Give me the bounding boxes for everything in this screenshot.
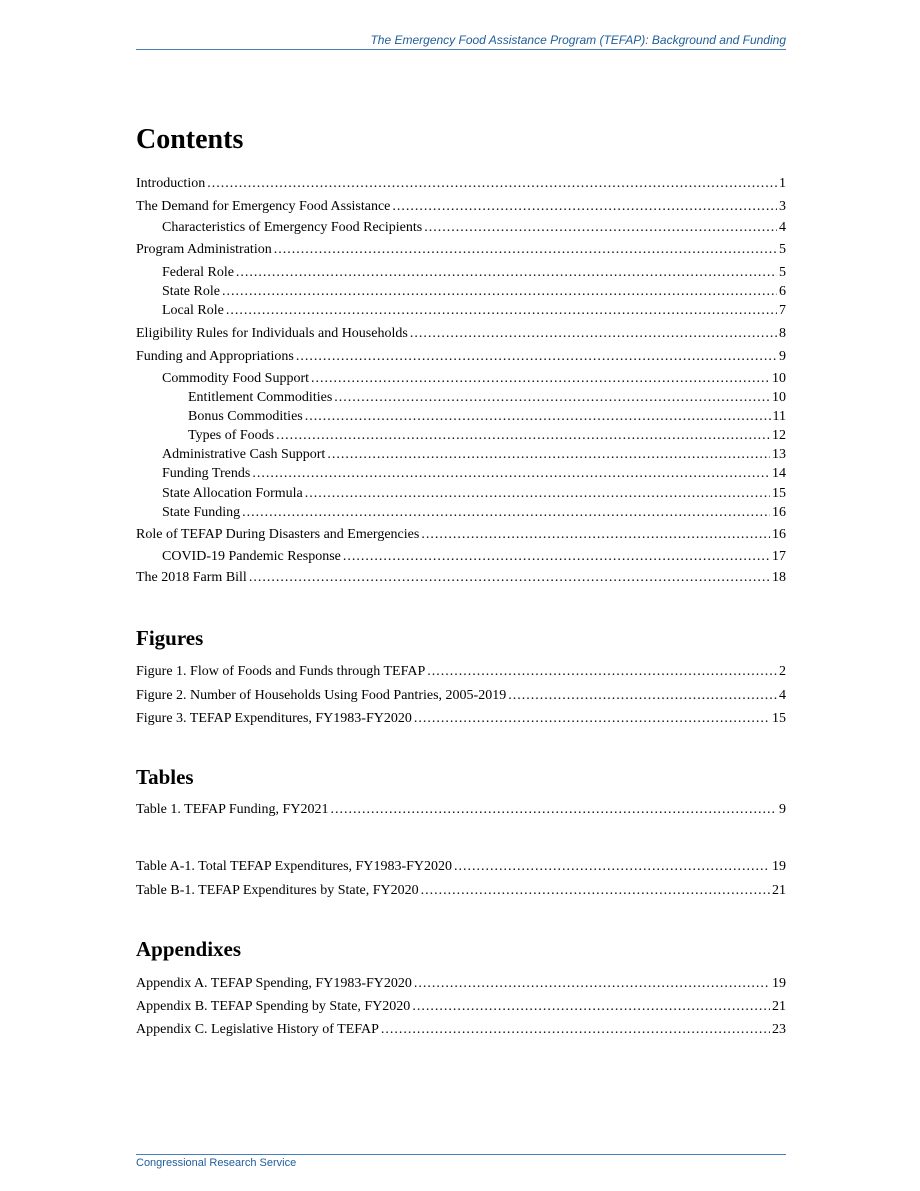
toc-entry[interactable] — [136, 241, 786, 259]
toc-entry[interactable] — [162, 264, 786, 282]
tables-heading: Tables — [136, 765, 194, 789]
toc-entry-page: 1 — [779, 176, 786, 191]
dot-leader — [327, 446, 770, 464]
dot-leader — [222, 283, 777, 301]
running-footer: Congressional Research Service — [136, 1157, 297, 1169]
toc-entry-title: Appendix B. TEFAP Spending by State, FY2020 — [136, 999, 411, 1014]
toc-entry-page: 9 — [779, 349, 786, 364]
toc-entry[interactable] — [136, 348, 786, 366]
toc-entry-title: Role of TEFAP During Disasters and Emergencies — [136, 527, 420, 542]
dot-leader — [381, 1021, 770, 1039]
dot-leader — [226, 302, 777, 320]
dot-leader — [414, 975, 770, 993]
toc-entry-page: 4 — [779, 688, 786, 703]
toc-entry-page: 10 — [772, 390, 786, 405]
toc-entry-page: 17 — [772, 549, 786, 564]
dot-leader — [414, 710, 770, 728]
toc-entry-title: Introduction — [136, 176, 206, 191]
toc-entry-title: Funding and Appropriations — [136, 349, 294, 364]
toc-entry-title: Table A-1. Total TEFAP Expenditures, FY1983-FY2020 — [136, 859, 453, 874]
toc-entry-page: 13 — [772, 447, 786, 462]
toc-entry-title: Types of Foods — [188, 428, 275, 443]
toc-entry[interactable] — [162, 370, 786, 388]
toc-entry-page: 9 — [779, 802, 786, 817]
toc-entry-title: State Allocation Formula — [162, 486, 303, 501]
toc-entry-page: 5 — [779, 265, 786, 280]
figure-entry[interactable] — [136, 687, 786, 705]
toc-entry-page: 12 — [772, 428, 786, 443]
toc-entry[interactable] — [162, 548, 786, 566]
table-entry[interactable] — [136, 858, 786, 876]
toc-entry[interactable] — [162, 219, 786, 237]
toc-entry-title: Figure 1. Flow of Foods and Funds through TEFAP — [136, 664, 426, 679]
toc-entry[interactable] — [136, 325, 786, 343]
dot-leader — [242, 504, 770, 522]
dot-leader — [508, 687, 777, 705]
toc-entry-page: 11 — [772, 409, 786, 424]
figure-entry[interactable] — [136, 663, 786, 681]
toc-entry-page: 18 — [772, 570, 786, 585]
toc-entry-title: Local Role — [162, 303, 224, 318]
toc-entry-page: 3 — [779, 199, 786, 214]
dot-leader — [343, 548, 770, 566]
toc-entry-title: State Funding — [162, 505, 241, 520]
toc-entry[interactable] — [136, 198, 786, 216]
dot-leader — [296, 348, 777, 366]
dot-leader — [334, 389, 770, 407]
toc-entry-page: 16 — [772, 505, 786, 520]
dot-leader — [421, 882, 770, 900]
toc-entry-page: 5 — [779, 242, 786, 257]
dot-leader — [392, 198, 777, 216]
toc-entry-title: Characteristics of Emergency Food Recipients — [162, 220, 423, 235]
toc-entry-title: Table B-1. TEFAP Expenditures by State, FY2020 — [136, 883, 419, 898]
toc-entry-page: 10 — [772, 371, 786, 386]
appendix-entry[interactable] — [136, 998, 786, 1016]
dot-leader — [412, 998, 770, 1016]
footer-divider — [136, 1154, 786, 1155]
toc-entry-title: Commodity Food Support — [162, 371, 310, 386]
toc-entry-page: 21 — [772, 999, 786, 1014]
dot-leader — [454, 858, 770, 876]
toc-entry[interactable] — [162, 465, 786, 483]
dot-leader — [252, 465, 770, 483]
toc-entry-title: Entitlement Commodities — [188, 390, 333, 405]
dot-leader — [305, 485, 770, 503]
toc-entry-page: 23 — [772, 1022, 786, 1037]
toc-entry-title: Appendix C. Legislative History of TEFAP — [136, 1022, 379, 1037]
appendix-entry[interactable] — [136, 1021, 786, 1039]
dot-leader — [236, 264, 777, 282]
toc-entry[interactable] — [162, 283, 786, 301]
toc-entry-page: 8 — [779, 326, 786, 341]
toc-entry-title: Figure 2. Number of Households Using Food Pantries, 2005-2019 — [136, 688, 507, 703]
appendix-entry[interactable] — [136, 975, 786, 993]
toc-entry-page: 15 — [772, 486, 786, 501]
toc-entry[interactable] — [162, 485, 786, 503]
toc-entry-page: 19 — [772, 976, 786, 991]
toc-entry-page: 21 — [772, 883, 786, 898]
toc-entry-title: Appendix A. TEFAP Spending, FY1983-FY2020 — [136, 976, 412, 991]
contents-heading: Contents — [136, 124, 244, 155]
toc-entry-page: 4 — [779, 220, 786, 235]
toc-entry-title: The 2018 Farm Bill — [136, 570, 247, 585]
toc-entry-title: Figure 3. TEFAP Expenditures, FY1983-FY2020 — [136, 711, 412, 726]
toc-entry-title: Funding Trends — [162, 466, 251, 481]
toc-entry[interactable] — [188, 408, 786, 426]
dot-leader — [249, 569, 770, 587]
toc-entry-page: 14 — [772, 466, 786, 481]
figures-heading: Figures — [136, 626, 204, 650]
dot-leader — [410, 325, 777, 343]
dot-leader — [427, 663, 777, 681]
toc-entry[interactable] — [162, 446, 786, 464]
toc-entry[interactable] — [188, 389, 786, 407]
dot-leader — [330, 801, 777, 819]
toc-entry-title: Bonus Commodities — [188, 409, 303, 424]
table-entry[interactable] — [136, 882, 786, 900]
toc-entry-title: Eligibility Rules for Individuals and Households — [136, 326, 408, 341]
toc-entry-page: 15 — [772, 711, 786, 726]
dot-leader — [305, 408, 771, 426]
dot-leader — [276, 427, 770, 445]
dot-leader — [421, 526, 770, 544]
toc-entry-title: COVID-19 Pandemic Response — [162, 549, 341, 564]
appendixes-heading: Appendixes — [136, 937, 242, 961]
toc-entry[interactable] — [162, 302, 786, 320]
toc-entry-title: Table 1. TEFAP Funding, FY2021 — [136, 802, 329, 817]
toc-entry-title: Program Administration — [136, 242, 272, 257]
toc-entry[interactable] — [136, 526, 786, 544]
toc-entry[interactable] — [162, 504, 786, 522]
toc-entry-page: 2 — [779, 664, 786, 679]
toc-entry-page: 16 — [772, 527, 786, 542]
toc-entry-page: 6 — [779, 284, 786, 299]
dot-leader — [207, 175, 777, 193]
table-entry[interactable] — [136, 801, 786, 819]
header-divider — [136, 49, 786, 50]
toc-entry-title: State Role — [162, 284, 220, 299]
dot-leader — [274, 241, 777, 259]
toc-entry[interactable] — [136, 569, 786, 587]
running-header: The Emergency Food Assistance Program (TEFAP): Background and Funding — [370, 33, 786, 47]
toc-entry-page: 19 — [772, 859, 786, 874]
toc-entry-title: The Demand for Emergency Food Assistance — [136, 199, 391, 214]
toc-entry-title: Federal Role — [162, 265, 234, 280]
toc-entry-title: Administrative Cash Support — [162, 447, 326, 462]
figure-entry[interactable] — [136, 710, 786, 728]
toc-entry[interactable] — [136, 175, 786, 193]
toc-entry-page: 7 — [779, 303, 786, 318]
dot-leader — [424, 219, 777, 237]
dot-leader — [311, 370, 770, 388]
toc-entry[interactable] — [188, 427, 786, 445]
